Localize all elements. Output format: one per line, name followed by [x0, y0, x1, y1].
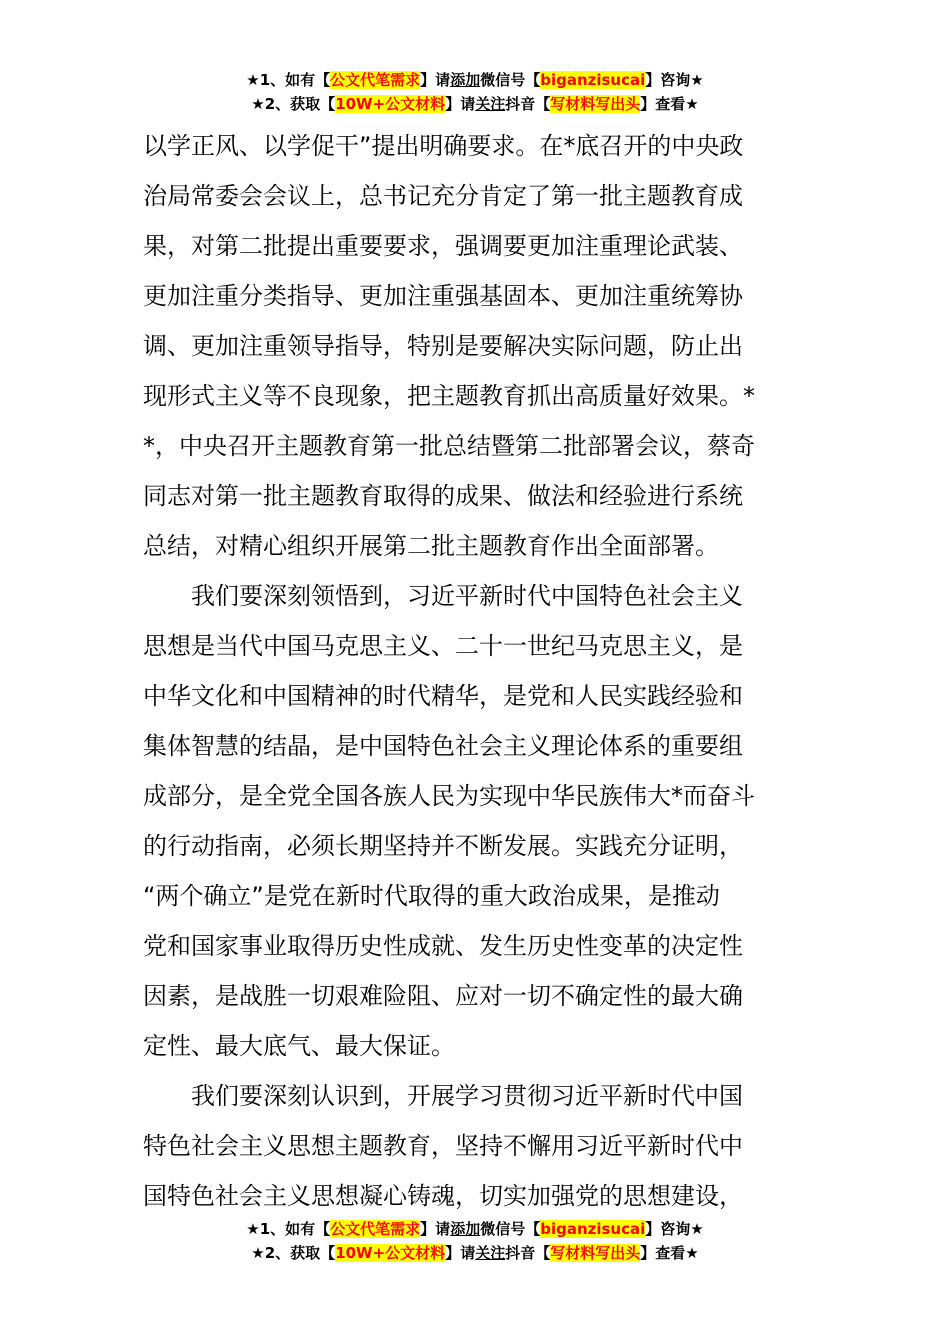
highlight-douyin-account: 写材料写出头	[550, 95, 641, 113]
banner-line-2: ★2、获取【10W+公文材料】请关注抖音【写材料写出头】查看★	[251, 95, 699, 113]
highlight-service: 公文代笔需求	[330, 1220, 421, 1238]
highlight-wechat-id: biganzisucai	[540, 71, 646, 89]
highlight-service: 公文代笔需求	[330, 71, 421, 89]
header-banner	[0, 68, 950, 116]
highlight-materials: 10W+公文材料	[335, 95, 446, 113]
paragraph-1: 以学正风、以学促干”提出明确要求。在*底召开的中央政 治局常委会会议上，总书记充分肯定了第一批主题教育成 果，对第二批提出重要要求，强调要更加注重理论武装、 更加注重分类指导、更加注重强基固本、更加注重统筹协 调、更加注重领导指导，特别是要解决实际问题，防止出 现形式主义等不良现象，把主题教育抓出高质量好效果。* *，中央召开主题教育第一批总结暨第二批部署会议，蔡奇 同志对第一批主题教育取得的成果、做法和经验进行系统 总结，对精心组织开展第二批主题教育作出全面部署。	[143, 132, 755, 560]
document-body	[143, 121, 803, 1221]
highlight-materials: 10W+公文材料	[335, 1244, 446, 1262]
highlight-wechat-id: biganzisucai	[540, 1220, 646, 1238]
paragraph-3: 我们要深刻认识到，开展学习贯彻习近平新时代中国 特色社会主义思想主题教育，坚持不懈用习近平新时代中 国特色社会主义思想凝心铸魂，切实加强党的思想建设，	[143, 1082, 743, 1210]
footer-banner	[0, 1217, 950, 1265]
banner-line-1: ★1、如有【公文代笔需求】请添加微信号【biganzisucai】咨询★	[246, 1220, 704, 1238]
paragraph-2: 我们要深刻领悟到，习近平新时代中国特色社会主义 思想是当代中国马克思主义、二十一世纪马克思主义，是 中华文化和中国精神的时代精华，是党和人民实践经验和 集体智慧的结晶，是中国特色社会主义理论体系的重要组 成部分，是全党全国各族人民为实现中华民族伟大*而奋斗 的行动指南，必须长期坚持并不断发展。实践充分证明， “两个确立”是党在新时代取得的重大政治成果，是推动 党和国家事业取得历史性成就、发生历史性变革的决定性 因素，是战胜一切艰难险阻、应对一切不确定性的最大确 定性、最大底气、最大保证。	[143, 582, 755, 1060]
banner-line-1: ★1、如有【公文代笔需求】请添加微信号【biganzisucai】咨询★	[246, 71, 704, 89]
highlight-douyin-account: 写材料写出头	[550, 1244, 641, 1262]
banner-line-2: ★2、获取【10W+公文材料】请关注抖音【写材料写出头】查看★	[251, 1244, 699, 1262]
